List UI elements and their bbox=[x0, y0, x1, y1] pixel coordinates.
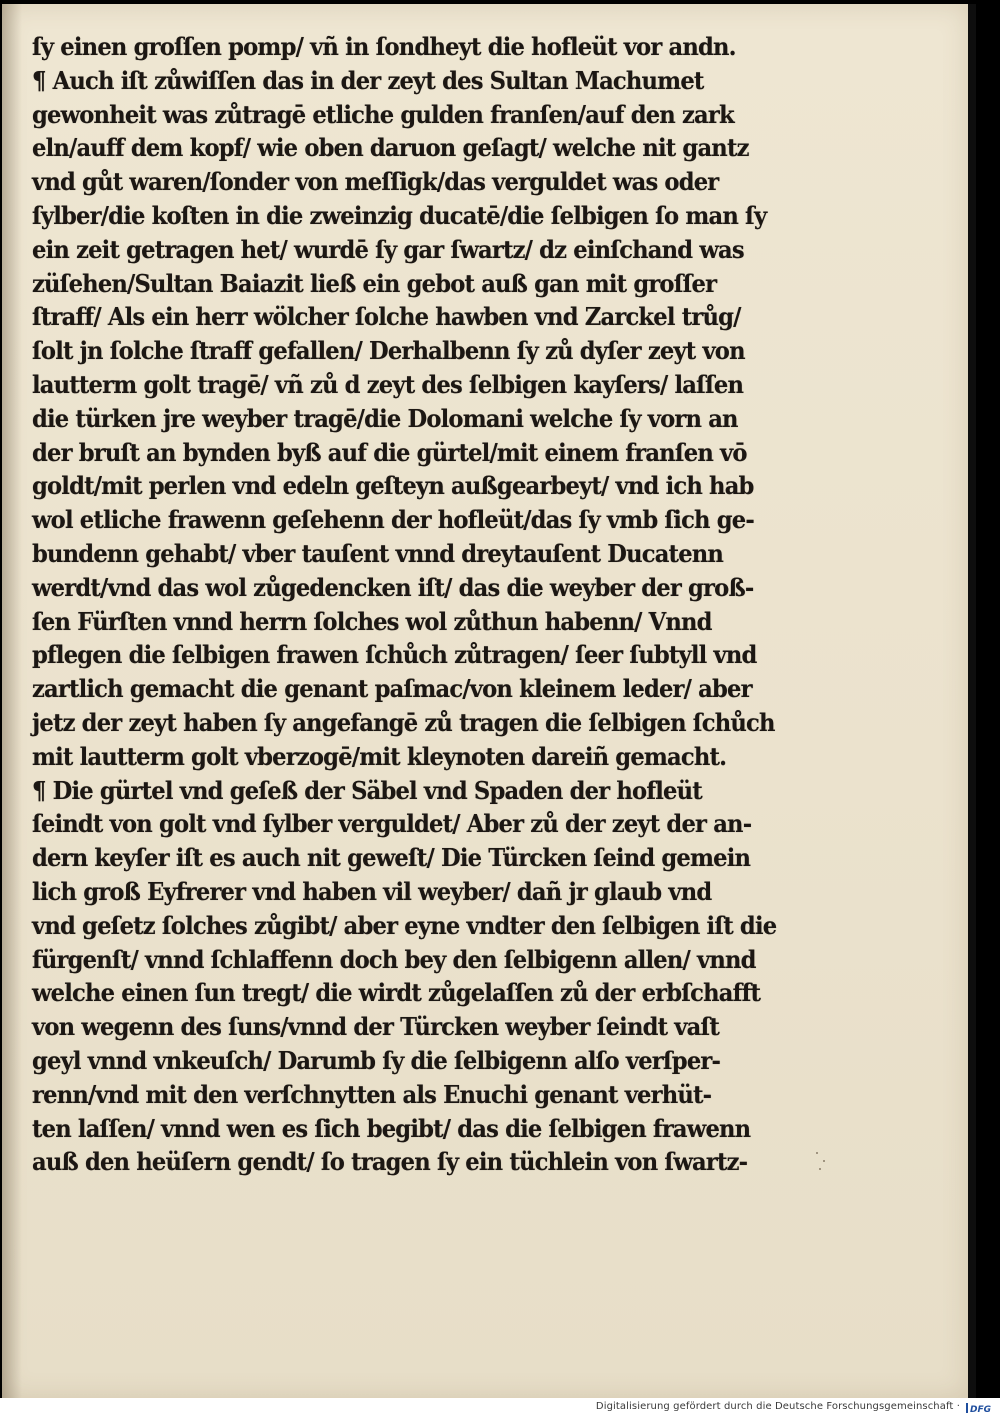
page-edge bbox=[968, 4, 976, 1398]
text-line: ein zeit getragen het/ wurdē ſy gar ſwartz/ dz einſchand was bbox=[32, 234, 744, 264]
paper-specks bbox=[814, 1148, 844, 1178]
text-line: ſen Fürſten vnnd herrn ſolches wol zůthun habenn/ Vnnd bbox=[32, 606, 712, 636]
text-line: auß den heüſern gendt/ ſo tragen ſy ein tüchlein von ſwartz- bbox=[32, 1147, 748, 1177]
funding-note: Digitalisierung gefördert durch die Deutsche Forschungsgemeinschaft · bbox=[595, 1401, 960, 1412]
text-line: goldt/mit perlen vnd edeln geſteyn außgearbeyt/ vnd ich hab bbox=[32, 471, 754, 501]
dfg-logo bbox=[965, 1401, 994, 1415]
text-line: ſeindt von golt vnd ſylber verguldet/ Aber zů der zeyt der an- bbox=[32, 809, 752, 839]
text-line: von wegenn des ſuns/vnnd der Türcken weyber ſeindt vaſt bbox=[32, 1012, 720, 1042]
text-line: eln/auff dem kopf/ wie oben daruon geſagt/ welche nit gantz bbox=[32, 133, 749, 163]
text-line: lich groß Eyfrerer vnd haben vil weyber/ dañ jr glaub vnd bbox=[32, 876, 712, 906]
text-line: vnd geſetz ſolches zůgibt/ aber eyne vndter den ſelbigen iſt die bbox=[32, 910, 777, 940]
text-line: züſehen/Sultan Baiazit ließ ein gebot auß gan mit groſſer bbox=[32, 268, 717, 298]
text-line: ¶ Die gürtel vnd geſeß der Säbel vnd Spaden der hofleüt bbox=[32, 775, 702, 805]
speck bbox=[823, 1160, 825, 1162]
text-line: ¶ Auch iſt zůwiſſen das in der zeyt des Sultan Machumet bbox=[32, 65, 704, 95]
text-line: werdt/vnd das wol zůgedencken iſt/ das die weyber der groß- bbox=[32, 572, 754, 602]
text-line: fürgenſt/ vnnd ſchlaffenn doch bey den ſelbigenn allen/ vnnd bbox=[32, 944, 756, 974]
text-line: ſy einen groſſen pomp/ vñ in ſondheyt die hofleüt vor andn. bbox=[32, 32, 736, 61]
text-line: ſylber/die koſten in die zweinzig ducatē/die ſelbigen ſo man ſy bbox=[32, 200, 767, 230]
text-line: ten laſſen/ vnnd wen es ſich begibt/ das die ſelbigen frawenn bbox=[32, 1113, 751, 1143]
text-line: ſtraff/ Als ein herr wölcher ſolche hawben vnd Zarckel trůg/ bbox=[32, 302, 741, 332]
text-line: gewonheit was zůtragē etliche gulden franſen/auf den zark bbox=[32, 99, 734, 129]
funding-footer bbox=[0, 1398, 1000, 1419]
text-line: der bruſt an bynden byß auf die gürtel/mit einem franſen vō bbox=[32, 437, 747, 467]
speck bbox=[816, 1152, 818, 1154]
speck bbox=[819, 1168, 821, 1170]
book-page bbox=[2, 4, 968, 1398]
gutter-shadow bbox=[2, 4, 22, 1398]
dfg-logo-text: DFG bbox=[970, 1405, 992, 1415]
text-line: geyl vnnd vnkeuſch/ Darumb ſy die ſelbigenn alſo verſper- bbox=[32, 1045, 721, 1075]
text-line: welche einen ſun tregt/ die wirdt zůgelaſſen zů der erbſchafft bbox=[32, 978, 761, 1008]
text-line: lautterm golt tragē/ vñ zů d zeyt des ſelbigen kayſers/ laſſen bbox=[32, 369, 744, 399]
text-line: bundenn gehabt/ vber tauſent vnnd dreytauſent Ducatenn bbox=[32, 538, 724, 568]
text-line: die türken jre weyber tragē/die Dolomani welche ſy vorn an bbox=[32, 403, 738, 433]
text-line: ſolt jn ſolche ſtraff gefallen/ Derhalbenn ſy zů dyſer zeyt von bbox=[32, 336, 745, 366]
text-line: dern keyſer iſt es auch nit geweſt/ Die Türcken ſeind gemein bbox=[32, 843, 751, 873]
text-line: zartlich gemacht die genant paſmac/von kleinem leder/ aber bbox=[32, 674, 752, 704]
text-line: jetz der zeyt haben ſy angefangē zů tragen die ſelbigen ſchůch bbox=[32, 707, 775, 737]
text-line: mit lautterm golt vberzogē/mit kleynoten dareiñ gemacht. bbox=[32, 741, 727, 771]
text-line: renn/vnd mit den verſchnytten als Enuchi genant verhüt- bbox=[32, 1079, 712, 1109]
page-text bbox=[32, 30, 812, 1179]
text-line: vnd gůt waren/ſonder von meſſigk/das verguldet was oder bbox=[32, 167, 719, 197]
text-line: wol etliche frawenn geſehenn der hofleüt/das ſy vmb ſich ge- bbox=[32, 505, 754, 535]
text-line: pflegen die ſelbigen frawen ſchůch zůtragen/ ſeer ſubtyll vnd bbox=[32, 640, 757, 670]
